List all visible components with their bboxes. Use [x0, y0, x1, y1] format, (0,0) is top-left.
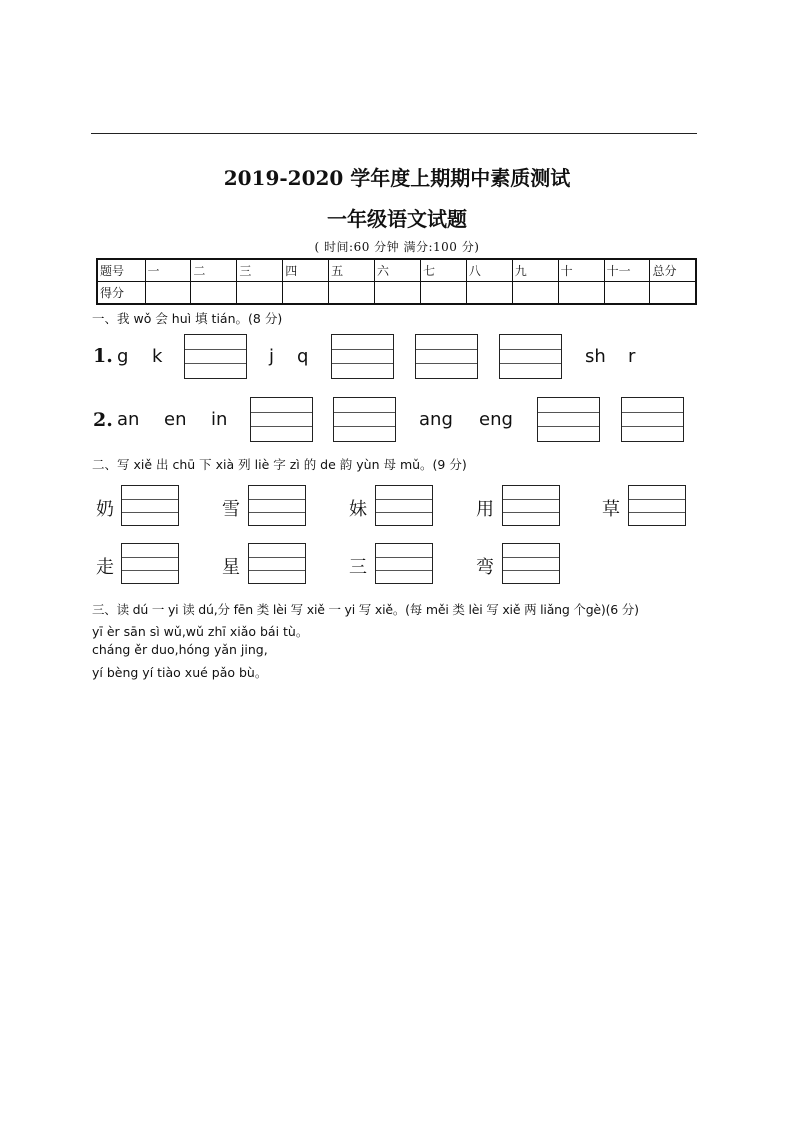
score-header-cell: 九 [512, 259, 558, 282]
score-cell[interactable] [237, 282, 283, 305]
score-cell[interactable] [650, 282, 696, 305]
char-zou: 走 [96, 557, 114, 578]
score-table [96, 258, 697, 305]
score-table-score-row [97, 282, 696, 305]
exam-title: 2019-2020 学年度上期期中素质测试 [223, 166, 571, 190]
reading-line: cháng ěr duo,hóng yǎn jing, [92, 642, 268, 657]
writing-box[interactable] [628, 485, 686, 526]
writing-box[interactable] [499, 334, 562, 379]
score-header-cell: 一 [145, 259, 191, 282]
score-cell[interactable] [191, 282, 237, 305]
writing-box[interactable] [375, 543, 433, 584]
writing-box[interactable] [331, 334, 394, 379]
section3-heading: 三、读 dú 一 yi 读 dú,分 fēn 类 lèi 写 xiě 一 yi 写 xiě。(每 měi 类 lèi 写 xiě 两 liǎng 个gè)(6 分) [92, 602, 639, 617]
score-header-cell: 二 [191, 259, 237, 282]
letter-k: k [152, 346, 163, 367]
writing-box[interactable] [415, 334, 478, 379]
char-yong: 用 [476, 499, 494, 520]
writing-box[interactable] [248, 543, 306, 584]
score-header-cell: 总分 [650, 259, 696, 282]
score-cell[interactable] [466, 282, 512, 305]
score-cell[interactable] [604, 282, 650, 305]
score-header-cell: 十一 [604, 259, 650, 282]
char-xing: 星 [222, 557, 240, 578]
letter-j: j [269, 346, 275, 367]
writing-box[interactable] [621, 397, 684, 442]
char-cao: 草 [602, 499, 620, 520]
writing-box[interactable] [184, 334, 247, 379]
exam-subtitle: 一年级语文试题 [327, 207, 467, 231]
score-cell[interactable] [329, 282, 375, 305]
char-wan: 弯 [476, 557, 494, 578]
score-header-cell: 七 [420, 259, 466, 282]
top-rule [91, 133, 697, 134]
char-san: 三 [349, 557, 367, 578]
score-row-label: 得分 [97, 282, 145, 305]
reading-line: yī èr sān sì wǔ,wǔ zhī xiǎo bái tù。 [92, 624, 309, 639]
score-cell[interactable] [558, 282, 604, 305]
section1-heading: 一、我 wǒ 会 huì 填 tián。(8 分) [92, 311, 283, 326]
score-header-cell: 六 [375, 259, 421, 282]
section2-heading: 二、写 xiě 出 chū 下 xià 列 liè 字 zì 的 de 韵 yùn 母 mǔ。(9 分) [92, 457, 467, 472]
score-cell[interactable] [420, 282, 466, 305]
char-nai: 奶 [96, 499, 114, 520]
writing-box[interactable] [502, 485, 560, 526]
score-header-cell: 三 [237, 259, 283, 282]
score-header-cell: 五 [329, 259, 375, 282]
char-xue: 雪 [222, 499, 240, 520]
score-header-cell: 四 [283, 259, 329, 282]
score-cell[interactable] [375, 282, 421, 305]
writing-box[interactable] [333, 397, 396, 442]
reading-line: yí bèng yí tiào xué pǎo bù。 [92, 665, 268, 680]
score-cell[interactable] [283, 282, 329, 305]
letter-ang: ang [419, 409, 453, 430]
writing-box[interactable] [502, 543, 560, 584]
score-cell[interactable] [145, 282, 191, 305]
letter-en: en [164, 409, 187, 430]
exam-meta: ( 时间:60 分钟 满分:100 分) [314, 240, 480, 254]
writing-box[interactable] [121, 485, 179, 526]
score-table-header-row [97, 259, 696, 282]
score-cell[interactable] [512, 282, 558, 305]
writing-box[interactable] [250, 397, 313, 442]
score-header-cell: 八 [466, 259, 512, 282]
writing-box[interactable] [375, 485, 433, 526]
writing-box[interactable] [248, 485, 306, 526]
letter-g: g [117, 346, 129, 367]
char-mei: 妹 [349, 499, 367, 520]
letter-r: r [628, 346, 636, 367]
row1-number: 1. [93, 345, 113, 367]
score-header-cell: 题号 [97, 259, 145, 282]
row2-number: 2. [93, 409, 113, 431]
score-header-cell: 十 [558, 259, 604, 282]
writing-box[interactable] [121, 543, 179, 584]
letter-eng: eng [479, 409, 513, 430]
letter-sh: sh [585, 346, 606, 367]
writing-box[interactable] [537, 397, 600, 442]
letter-an: an [117, 409, 140, 430]
letter-q: q [297, 346, 309, 367]
letter-in: in [211, 409, 228, 430]
